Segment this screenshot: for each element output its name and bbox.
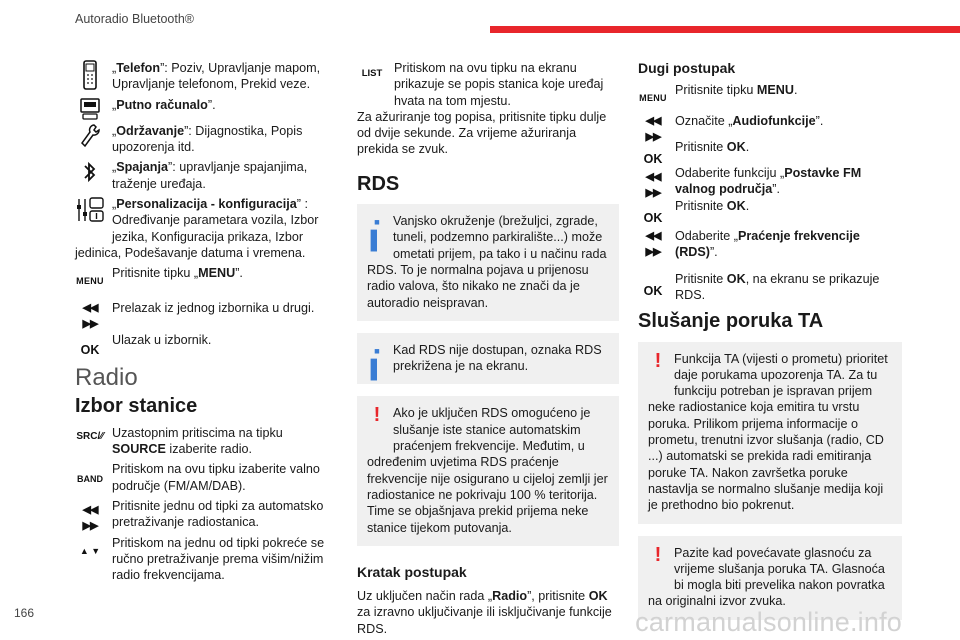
- list-item-odrzavanje: „Održavanje”: Dijagnostika, Popis upozorenja itd.: [75, 123, 325, 156]
- warning-box-rds-tracking: ! Ako je uključen RDS omogućeno je slušanje iste stanice automatskim praćenjem frekvencije. Međutim, u određenim uvjetima RDS praćenje frekvencije nije osigurano u cijeloj zemlji jer radiostanice ne pokrivaju 100 % teritorija. Time se objašnjava prekid prijema neke stanice tijekom putovanja.: [357, 396, 619, 545]
- menu-key-item: MENU Pritisnite tipku „MENU”.: [75, 265, 325, 281]
- warning-icon: !: [654, 543, 662, 566]
- left-right-arrows-icon: ◀◀ ▶▶: [645, 230, 661, 259]
- list-paragraph: Za ažuriranje tog popisa, pritisnite tipku dulje od dvije sekunde. Za vrijeme ažuriranja prekida se zvuk.: [357, 109, 607, 157]
- list-key-item: LIST Pritiskom na ovu tipku na ekranu prikazuje se popis stanica koje uređaj hvata na tom mjestu.: [357, 60, 619, 109]
- warning-box-ta-function: ! Funkcija TA (vijesti o prometu) prioritet daje porukama upozorenja TA. Za tu funkciju potreban je ispravan prijem neke radiostanice koja emitira tu vrstu poruka. Prilikom prijema informacije o prometu, trenutni izvor slušanja (radio, CD ...) automatski se prekida radi emitiranja poruke TA. Nakon završetka poruke nastavlja se normalno slušanje medija koji je prethodno bio pokrenut.: [638, 342, 902, 524]
- list-item-spajanja: „Spajanja”: upravljanje spajanjima, traženje uređaja.: [75, 159, 325, 192]
- seek-arrows-icon: ◀◀ ▶▶: [82, 503, 98, 532]
- warning-box-ta-volume: ! Pazite kad povećavate glasnoću za vrijeme slušanja poruka TA. Glasnoća bi mogla biti prevelika nakon povratka na originalni izvor zvuka.: [638, 536, 902, 620]
- bluetooth-icon: [75, 159, 105, 189]
- info-box-rds-environment: ▪ ▌ Vanjsko okruženje (brežuljci, zgrade, tuneli, podzemno parkiralište...) može ometati prijem, pa tako i u načinu rada RDS. To je normalna pojava u prijenosu radio valova, što nikako ne znači da je autoradio neispravan.: [357, 204, 619, 321]
- ok-key-icon: OK: [643, 210, 663, 225]
- ok-key-icon: OK: [80, 342, 100, 357]
- settings-icon: [75, 196, 105, 230]
- subsection-title-kratak-postupak: Kratak postupak: [357, 563, 467, 580]
- info-box-rds-unavailable: ▪ ▌ Kad RDS nije dostupan, oznaka RDS prekrižena je na ekranu.: [357, 333, 619, 385]
- step-ok-1: OK Pritisnite OK.: [638, 139, 902, 155]
- header-accent-bar: [490, 26, 960, 33]
- section-title-radio: Radio: [75, 364, 138, 392]
- step-select-audio: ◀◀ ▶▶ Označite „Audiofunkcije”.: [638, 109, 902, 129]
- step-select-fm-settings: ◀◀ ▶▶ Odaberite funkciju „Postavke FM valnog područja”.: [638, 165, 902, 198]
- section-title-rds: RDS: [357, 172, 400, 195]
- ok-key-item: OK Ulazak u izbornik.: [75, 330, 325, 348]
- info-icon: ▪ ▌: [370, 340, 384, 379]
- page-number: 166: [14, 606, 35, 620]
- step-ok-2: OK Pritisnite OK.: [638, 198, 902, 214]
- step-select-rds-tracking: ◀◀ ▶▶ Odaberite „Praćenje frekvencije (RDS)”.: [638, 224, 902, 261]
- band-key-item: BAND Pritiskom na ovu tipku izaberite valno područje (FM/AM/DAB).: [77, 462, 320, 493]
- warning-icon: !: [373, 404, 381, 427]
- phone-icon: [75, 60, 105, 94]
- manual-tune-item: ▲ ▼ Pritiskom na jednu od tipki pokreće se ručno pretraživanje prema višim/nižim radio frekvencijama.: [75, 535, 325, 584]
- ok-key-icon: OK: [643, 283, 663, 298]
- watermark: carmanualsonline.info: [635, 607, 902, 637]
- subsection-title-izbor-stanice: Izbor stanice: [75, 395, 198, 418]
- column-2: [357, 60, 619, 637]
- wrench-icon: [75, 123, 105, 153]
- left-right-arrows-icon: ◀◀ ▶▶: [645, 171, 661, 200]
- seek-key-item: ◀◀ ▶▶ Pritisnite jednu od tipki za automatsko pretraživanje radiostanica.: [75, 498, 325, 531]
- section-title-ta: Slušanje poruka TA: [638, 310, 824, 333]
- source-key-icon: SRC/⁄⁄: [76, 430, 104, 442]
- band-key-icon: BAND: [77, 474, 103, 485]
- menu-key-icon: MENU: [639, 93, 667, 104]
- column-1: [75, 60, 325, 587]
- column-3: [638, 60, 902, 632]
- step-menu: MENU Pritisnite tipku MENU.: [638, 82, 902, 98]
- up-down-arrows-icon: ▲ ▼: [79, 545, 101, 556]
- subsection-title-dugi-postupak: Dugi postupak: [638, 60, 736, 76]
- ok-key-icon: OK: [643, 151, 663, 166]
- warning-icon: !: [654, 349, 662, 372]
- list-item-telefon: „Telefon”: Poziv, Upravljanje mapom, Upravljanje telefonom, Prekid veze.: [75, 60, 325, 93]
- left-right-arrows-icon: ◀◀ ▶▶: [82, 301, 98, 330]
- arrows-key-item: ◀◀ ▶▶ Prelazak iz jednog izbornika u drugi.: [75, 296, 325, 316]
- left-right-arrows-icon: ◀◀ ▶▶: [645, 114, 661, 143]
- list-key-icon: LIST: [361, 68, 383, 79]
- step-ok-3: OK Pritisnite OK, na ekranu se prikazuje RDS.: [638, 271, 902, 304]
- source-key-item: SRC/⁄⁄ Uzastopnim pritiscima na tipku SOURCE izaberite radio.: [76, 425, 283, 457]
- header-title: Autoradio Bluetooth®: [75, 12, 195, 26]
- menu-key-icon: MENU: [76, 276, 104, 287]
- short-procedure-paragraph: Uz uključen način rada „Radio”, pritisnite OK za izravno uključivanje ili isključivanje funkcije RDS.: [357, 589, 612, 636]
- info-icon: ▪ ▌: [370, 212, 384, 251]
- list-item-putno-racunalo: „Putno računalo”.: [75, 97, 325, 113]
- list-item-personalizacija: „Personalizacija - konfiguracija” : Određivanje parametara vozila, Izbor jezika, Konfiguracija prikaza, Izbor jedinica, Podešavanje datuma i vremena.: [75, 197, 319, 260]
- computer-icon: [75, 97, 105, 125]
